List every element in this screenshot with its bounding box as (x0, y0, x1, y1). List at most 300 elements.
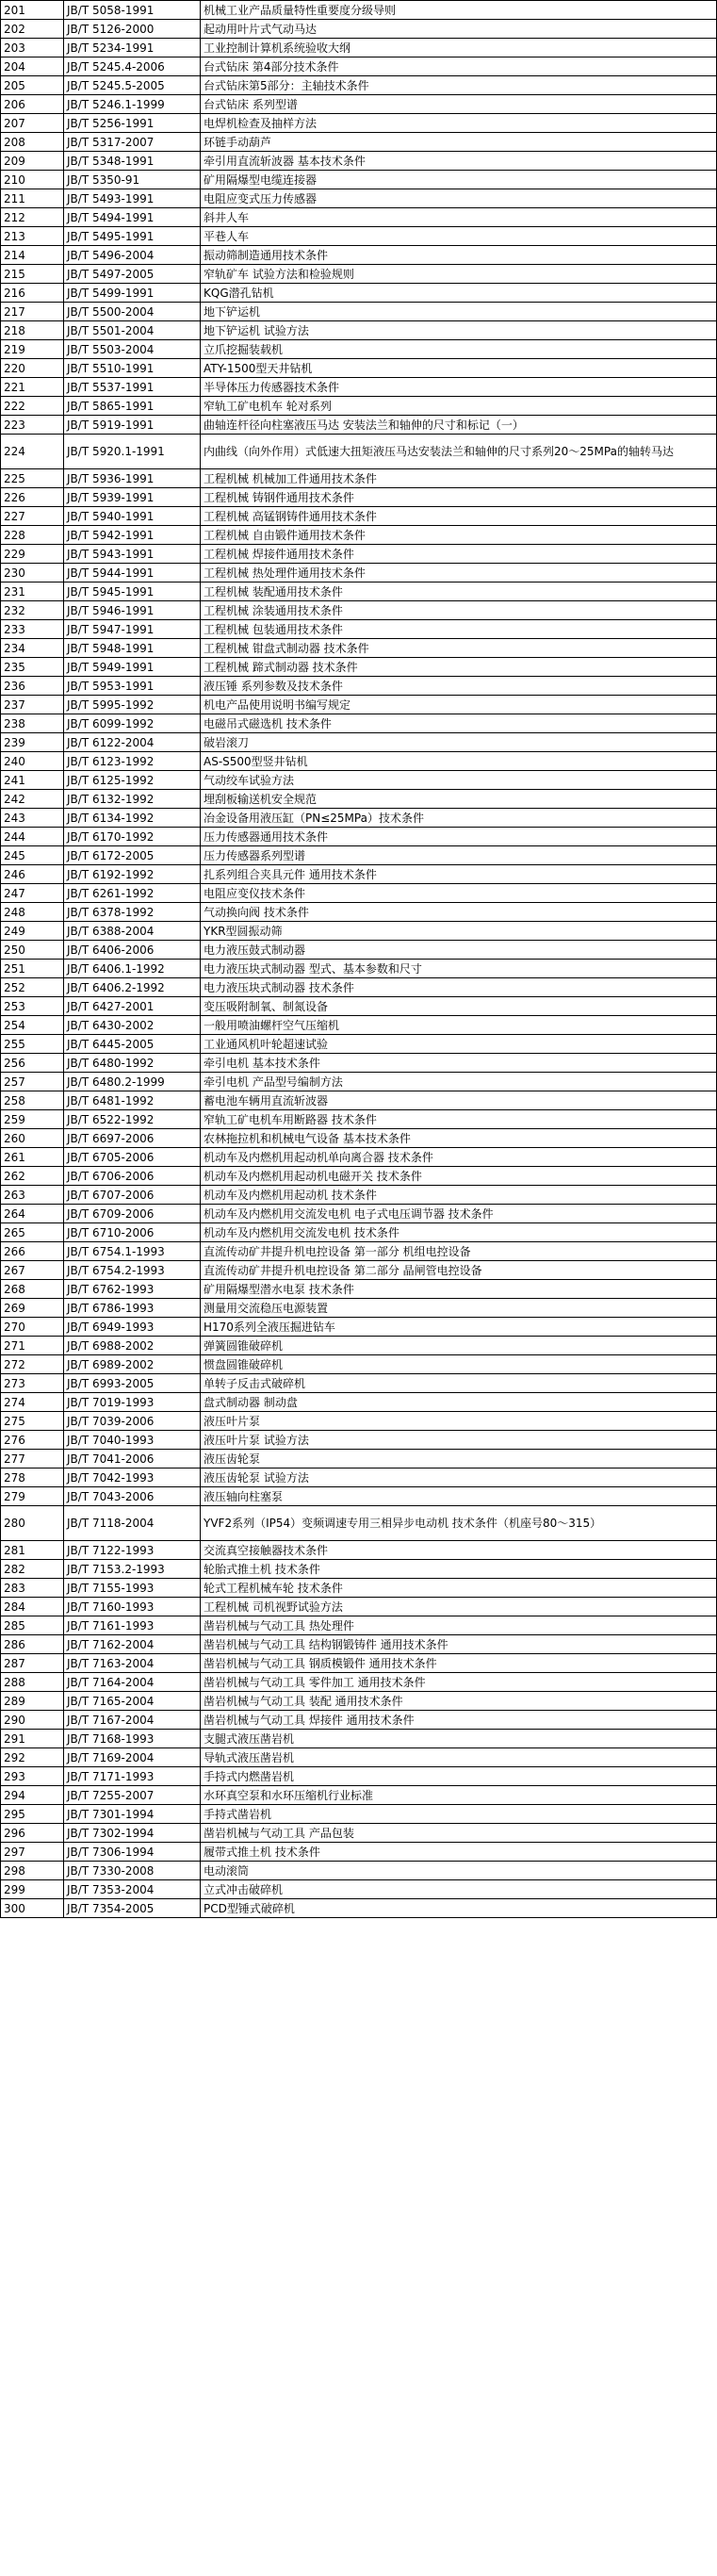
standard-title: 手持式内燃凿岩机 (201, 1767, 717, 1786)
table-row (1, 1223, 717, 1242)
table-row (1, 997, 717, 1016)
row-number: 241 (1, 771, 64, 790)
table-row (1, 1412, 717, 1431)
row-number: 279 (1, 1487, 64, 1506)
row-number: 214 (1, 246, 64, 265)
standard-title: 曲轴连杆径向柱塞液压马达 安装法兰和轴伸的尺寸和标记（一） (201, 416, 717, 435)
table-row (1, 469, 717, 488)
standard-code: JB/T 6786-1993 (64, 1299, 201, 1318)
standard-code: JB/T 7040-1993 (64, 1431, 201, 1450)
row-number: 231 (1, 582, 64, 601)
standard-title: 液压锤 系列参数及技术条件 (201, 677, 717, 696)
table-row (1, 1506, 717, 1541)
standard-title: 台式钻床 系列型谱 (201, 95, 717, 114)
standard-title: PCD型锤式破碎机 (201, 1899, 717, 1918)
standard-code: JB/T 5495-1991 (64, 227, 201, 246)
table-row (1, 620, 717, 639)
row-number: 257 (1, 1073, 64, 1091)
table-row (1, 922, 717, 941)
table-row (1, 76, 717, 95)
standard-code: JB/T 6710-2006 (64, 1223, 201, 1242)
standard-code: JB/T 7043-2006 (64, 1487, 201, 1506)
row-number: 256 (1, 1054, 64, 1073)
table-row (1, 1560, 717, 1579)
standard-title: H170系列全液压掘进钻车 (201, 1318, 717, 1337)
row-number: 282 (1, 1560, 64, 1579)
table-row (1, 133, 717, 152)
row-number: 258 (1, 1091, 64, 1110)
row-number: 253 (1, 997, 64, 1016)
standard-code: JB/T 6480-1992 (64, 1054, 201, 1073)
row-number: 276 (1, 1431, 64, 1450)
standard-code: JB/T 6445-2005 (64, 1035, 201, 1054)
standard-title: 测量用交流稳压电源装置 (201, 1299, 717, 1318)
standard-code: JB/T 6427-2001 (64, 997, 201, 1016)
row-number: 217 (1, 303, 64, 321)
standard-title: 电力液压鼓式制动器 (201, 941, 717, 960)
table-row (1, 171, 717, 189)
standard-title: 立爪挖掘装载机 (201, 340, 717, 359)
row-number: 269 (1, 1299, 64, 1318)
standard-code: JB/T 5317-2007 (64, 133, 201, 152)
standard-title: 液压齿轮泵 (201, 1450, 717, 1468)
standard-title: 窄轨工矿电机车 轮对系列 (201, 397, 717, 416)
standard-title: 电阻应变仪技术条件 (201, 884, 717, 903)
table-row (1, 1167, 717, 1186)
standard-code: JB/T 7163-2004 (64, 1654, 201, 1673)
standard-title: 机动车及内燃机用起动机单向离合器 技术条件 (201, 1148, 717, 1167)
standard-code: JB/T 5945-1991 (64, 582, 201, 601)
table-row (1, 1110, 717, 1129)
standard-title: 水环真空泵和水环压缩机行业标准 (201, 1786, 717, 1805)
standard-code: JB/T 5940-1991 (64, 507, 201, 526)
row-number: 277 (1, 1450, 64, 1468)
standard-code: JB/T 5510-1991 (64, 359, 201, 378)
standard-title: KQG潜孔钻机 (201, 284, 717, 303)
standard-code: JB/T 7161-1993 (64, 1616, 201, 1635)
table-row (1, 564, 717, 582)
table-row (1, 1318, 717, 1337)
standard-title: 埋刮板输送机安全规范 (201, 790, 717, 809)
row-number: 294 (1, 1786, 64, 1805)
standard-title: 立式冲击破碎机 (201, 1880, 717, 1899)
standard-title: 液压轴向柱塞泵 (201, 1487, 717, 1506)
table-row (1, 1899, 717, 1918)
standard-title: 液压叶片泵 试验方法 (201, 1431, 717, 1450)
row-number: 283 (1, 1579, 64, 1598)
standard-title: 轮胎式推土机 技术条件 (201, 1560, 717, 1579)
standard-code: JB/T 5920.1-1991 (64, 435, 201, 469)
table-row (1, 39, 717, 57)
standard-code: JB/T 6706-2006 (64, 1167, 201, 1186)
table-row (1, 1598, 717, 1616)
table-row (1, 1635, 717, 1654)
table-row (1, 658, 717, 677)
table-row (1, 114, 717, 133)
standard-title: 冶金设备用液压缸（PN≤25MPa）技术条件 (201, 809, 717, 828)
standard-code: JB/T 6705-2006 (64, 1148, 201, 1167)
table-row (1, 1824, 717, 1843)
standard-title: 工程机械 机械加工件通用技术条件 (201, 469, 717, 488)
row-number: 213 (1, 227, 64, 246)
standard-code: JB/T 6388-2004 (64, 922, 201, 941)
table-row (1, 1337, 717, 1355)
standard-code: JB/T 7155-1993 (64, 1579, 201, 1598)
standard-title: 扎系列组合夹具元件 通用技术条件 (201, 865, 717, 884)
standard-title: 平巷人车 (201, 227, 717, 246)
table-row (1, 378, 717, 397)
standard-code: JB/T 5245.4-2006 (64, 57, 201, 76)
table-row (1, 978, 717, 997)
standard-code: JB/T 5948-1991 (64, 639, 201, 658)
row-number: 220 (1, 359, 64, 378)
table-row (1, 582, 717, 601)
standard-code: JB/T 6949-1993 (64, 1318, 201, 1337)
table-row (1, 696, 717, 714)
standard-code: JB/T 6406-2006 (64, 941, 201, 960)
row-number: 215 (1, 265, 64, 284)
standard-title: 直流传动矿井提升机电控设备 第一部分 机组电控设备 (201, 1242, 717, 1261)
row-number: 247 (1, 884, 64, 903)
standard-code: JB/T 6480.2-1999 (64, 1073, 201, 1091)
standard-code: JB/T 7255-2007 (64, 1786, 201, 1805)
table-row (1, 1355, 717, 1374)
table-row (1, 189, 717, 208)
standard-code: JB/T 7118-2004 (64, 1506, 201, 1541)
standard-code: JB/T 6707-2006 (64, 1186, 201, 1205)
standard-title: 台式钻床第5部分：主轴技术条件 (201, 76, 717, 95)
row-number: 285 (1, 1616, 64, 1635)
table-row (1, 1616, 717, 1635)
table-row (1, 507, 717, 526)
row-number: 249 (1, 922, 64, 941)
standard-title: 工程机械 蹄式制动器 技术条件 (201, 658, 717, 677)
standard-code: JB/T 5245.5-2005 (64, 76, 201, 95)
standard-code: JB/T 7306-1994 (64, 1843, 201, 1862)
standard-code: JB/T 6406.2-1992 (64, 978, 201, 997)
row-number: 251 (1, 960, 64, 978)
table-row (1, 601, 717, 620)
standard-code: JB/T 7019-1993 (64, 1393, 201, 1412)
standard-code: JB/T 7354-2005 (64, 1899, 201, 1918)
standard-title: 电阻应变式压力传感器 (201, 189, 717, 208)
row-number: 255 (1, 1035, 64, 1054)
row-number: 225 (1, 469, 64, 488)
table-row (1, 1880, 717, 1899)
row-number: 226 (1, 488, 64, 507)
table-row (1, 1374, 717, 1393)
standard-code: JB/T 7162-2004 (64, 1635, 201, 1654)
table-row (1, 152, 717, 171)
standard-code: JB/T 7153.2-1993 (64, 1560, 201, 1579)
standard-title: 导轨式液压凿岩机 (201, 1748, 717, 1767)
standard-title: 牵引电机 产品型号编制方法 (201, 1073, 717, 1091)
standard-code: JB/T 7167-2004 (64, 1711, 201, 1730)
table-row (1, 714, 717, 733)
table-row (1, 903, 717, 922)
standard-title: 机动车及内燃机用起动机电磁开关 技术条件 (201, 1167, 717, 1186)
row-number: 268 (1, 1280, 64, 1299)
standard-title: 机械工业产品质量特性重要度分级导则 (201, 1, 717, 20)
standard-code: JB/T 7165-2004 (64, 1692, 201, 1711)
standard-code: JB/T 5953-1991 (64, 677, 201, 696)
standard-title: 履带式推土机 技术条件 (201, 1843, 717, 1862)
standard-title: 惯盘圆锥破碎机 (201, 1355, 717, 1374)
standard-code: JB/T 5350-91 (64, 171, 201, 189)
table-row (1, 752, 717, 771)
table-row (1, 677, 717, 696)
standard-code: JB/T 5501-2004 (64, 321, 201, 340)
table-row (1, 359, 717, 378)
row-number: 297 (1, 1843, 64, 1862)
row-number: 238 (1, 714, 64, 733)
row-number: 295 (1, 1805, 64, 1824)
standard-code: JB/T 5936-1991 (64, 469, 201, 488)
standard-title: 工程机械 高锰钢铸件通用技术条件 (201, 507, 717, 526)
table-row (1, 846, 717, 865)
table-row (1, 1054, 717, 1073)
standard-code: JB/T 5865-1991 (64, 397, 201, 416)
table-row (1, 639, 717, 658)
standard-code: JB/T 5496-2004 (64, 246, 201, 265)
standard-code: JB/T 5943-1991 (64, 545, 201, 564)
table-row (1, 435, 717, 469)
table-row (1, 1692, 717, 1711)
standard-code: JB/T 5058-1991 (64, 1, 201, 20)
standard-title: 工程机械 自由锻件通用技术条件 (201, 526, 717, 545)
standard-code: JB/T 7160-1993 (64, 1598, 201, 1616)
row-number: 237 (1, 696, 64, 714)
standard-code: JB/T 7041-2006 (64, 1450, 201, 1468)
row-number: 261 (1, 1148, 64, 1167)
standard-code: JB/T 6170-1992 (64, 828, 201, 846)
standard-code: JB/T 7171-1993 (64, 1767, 201, 1786)
standard-code: JB/T 6988-2002 (64, 1337, 201, 1355)
standard-code: JB/T 6125-1992 (64, 771, 201, 790)
standard-title: AS-S500型竖井钻机 (201, 752, 717, 771)
table-row (1, 790, 717, 809)
row-number: 270 (1, 1318, 64, 1337)
row-number: 242 (1, 790, 64, 809)
row-number: 208 (1, 133, 64, 152)
table-row (1, 1280, 717, 1299)
row-number: 235 (1, 658, 64, 677)
standard-code: JB/T 5949-1991 (64, 658, 201, 677)
table-row (1, 1711, 717, 1730)
standard-title: 盘式制动器 制动盘 (201, 1393, 717, 1412)
standard-title: 电动滚筒 (201, 1862, 717, 1880)
standard-title: 工程机械 装配通用技术条件 (201, 582, 717, 601)
row-number: 227 (1, 507, 64, 526)
standard-title: ATY-1500型天井钻机 (201, 359, 717, 378)
standard-title: 环链手动葫芦 (201, 133, 717, 152)
row-number: 211 (1, 189, 64, 208)
row-number: 260 (1, 1129, 64, 1148)
standard-title: 牵引用直流斩波器 基本技术条件 (201, 152, 717, 171)
row-number: 264 (1, 1205, 64, 1223)
table-body (1, 1, 717, 1918)
table-row (1, 809, 717, 828)
table-row (1, 321, 717, 340)
standard-code: JB/T 5246.1-1999 (64, 95, 201, 114)
table-row (1, 1242, 717, 1261)
table-row (1, 1035, 717, 1054)
standard-code: JB/T 5942-1991 (64, 526, 201, 545)
table-row (1, 284, 717, 303)
table-row (1, 865, 717, 884)
standard-title: 半导体压力传感器技术条件 (201, 378, 717, 397)
table-row (1, 1431, 717, 1450)
standard-title: 凿岩机械与气动工具 零件加工 通用技术条件 (201, 1673, 717, 1692)
standard-title: 机动车及内燃机用交流发电机 技术条件 (201, 1223, 717, 1242)
standard-title: 液压齿轮泵 试验方法 (201, 1468, 717, 1487)
standard-title: 变压吸附制氧、制氮设备 (201, 997, 717, 1016)
row-number: 228 (1, 526, 64, 545)
standard-title: 牵引电机 基本技术条件 (201, 1054, 717, 1073)
standard-code: JB/T 5234-1991 (64, 39, 201, 57)
standard-title: 支腿式液压凿岩机 (201, 1730, 717, 1748)
table-row (1, 1261, 717, 1280)
row-number: 271 (1, 1337, 64, 1355)
table-row (1, 1748, 717, 1767)
standard-code: JB/T 6762-1993 (64, 1280, 201, 1299)
standard-title: 工程机械 涂装通用技术条件 (201, 601, 717, 620)
row-number: 207 (1, 114, 64, 133)
standard-code: JB/T 5944-1991 (64, 564, 201, 582)
table-row (1, 1129, 717, 1148)
row-number: 239 (1, 733, 64, 752)
table-row (1, 1186, 717, 1205)
row-number: 275 (1, 1412, 64, 1431)
row-number: 206 (1, 95, 64, 114)
row-number: 296 (1, 1824, 64, 1843)
standard-code: JB/T 7169-2004 (64, 1748, 201, 1767)
table-row (1, 265, 717, 284)
standard-code: JB/T 6123-1992 (64, 752, 201, 771)
standard-code: JB/T 5919-1991 (64, 416, 201, 435)
standard-title: 台式钻床 第4部分技术条件 (201, 57, 717, 76)
standard-title: 起动用叶片式气动马达 (201, 20, 717, 39)
row-number: 203 (1, 39, 64, 57)
standard-title: 窄轨矿车 试验方法和检验规则 (201, 265, 717, 284)
standard-code: JB/T 5494-1991 (64, 208, 201, 227)
table-row (1, 884, 717, 903)
standard-title: 一般用喷油螺杆空气压缩机 (201, 1016, 717, 1035)
row-number: 209 (1, 152, 64, 171)
standard-code: JB/T 6172-2005 (64, 846, 201, 865)
standard-title: 斜井人车 (201, 208, 717, 227)
table-row (1, 397, 717, 416)
table-row (1, 1016, 717, 1035)
standard-code: JB/T 6989-2002 (64, 1355, 201, 1374)
row-number: 250 (1, 941, 64, 960)
row-number: 280 (1, 1506, 64, 1541)
row-number: 259 (1, 1110, 64, 1129)
row-number: 223 (1, 416, 64, 435)
table-row (1, 545, 717, 564)
standard-title: 地下铲运机 (201, 303, 717, 321)
table-row (1, 1654, 717, 1673)
table-row (1, 1541, 717, 1560)
standard-title: 气动绞车试验方法 (201, 771, 717, 790)
standard-title: 电磁吊式磁选机 技术条件 (201, 714, 717, 733)
standard-code: JB/T 5348-1991 (64, 152, 201, 171)
standard-title: 电焊机检查及抽样方法 (201, 114, 717, 133)
standard-title: 工程机械 焊接件通用技术条件 (201, 545, 717, 564)
standard-title: 工程机械 热处理件通用技术条件 (201, 564, 717, 582)
standard-code: JB/T 6697-2006 (64, 1129, 201, 1148)
row-number: 265 (1, 1223, 64, 1242)
standard-code: JB/T 6481-1992 (64, 1091, 201, 1110)
row-number: 202 (1, 20, 64, 39)
row-number: 291 (1, 1730, 64, 1748)
standard-code: JB/T 5500-2004 (64, 303, 201, 321)
table-row (1, 208, 717, 227)
row-number: 286 (1, 1635, 64, 1654)
row-number: 248 (1, 903, 64, 922)
standard-title: 机动车及内燃机用交流发电机 电子式电压调节器 技术条件 (201, 1205, 717, 1223)
standard-title: 凿岩机械与气动工具 装配 通用技术条件 (201, 1692, 717, 1711)
standard-code: JB/T 6430-2002 (64, 1016, 201, 1035)
table-row (1, 1468, 717, 1487)
row-number: 245 (1, 846, 64, 865)
row-number: 252 (1, 978, 64, 997)
row-number: 289 (1, 1692, 64, 1711)
standard-title: 矿用隔爆型电缆连接器 (201, 171, 717, 189)
table-row (1, 488, 717, 507)
row-number: 236 (1, 677, 64, 696)
standard-title: 单转子反击式破碎机 (201, 1374, 717, 1393)
standard-title: 凿岩机械与气动工具 产品包装 (201, 1824, 717, 1843)
standard-code: JB/T 5939-1991 (64, 488, 201, 507)
standard-title: 工程机械 钳盘式制动器 技术条件 (201, 639, 717, 658)
standard-code: JB/T 6192-1992 (64, 865, 201, 884)
standard-code: JB/T 6134-1992 (64, 809, 201, 828)
row-number: 210 (1, 171, 64, 189)
standard-title: 农林拖拉机和机械电气设备 基本技术条件 (201, 1129, 717, 1148)
standard-title: 凿岩机械与气动工具 热处理件 (201, 1616, 717, 1635)
standard-code: JB/T 6122-2004 (64, 733, 201, 752)
standard-title: 直流传动矿井提升机电控设备 第二部分 晶闸管电控设备 (201, 1261, 717, 1280)
standard-title: 工程机械 司机视野试验方法 (201, 1598, 717, 1616)
standard-code: JB/T 6522-1992 (64, 1110, 201, 1129)
table-row (1, 1786, 717, 1805)
standard-title: 电力液压块式制动器 技术条件 (201, 978, 717, 997)
row-number: 204 (1, 57, 64, 76)
standard-title: 机动车及内燃机用起动机 技术条件 (201, 1186, 717, 1205)
row-number: 254 (1, 1016, 64, 1035)
standard-title: 蓄电池车辆用直流斩波器 (201, 1091, 717, 1110)
row-number: 219 (1, 340, 64, 359)
standard-code: JB/T 6993-2005 (64, 1374, 201, 1393)
row-number: 240 (1, 752, 64, 771)
row-number: 222 (1, 397, 64, 416)
row-number: 292 (1, 1748, 64, 1767)
standard-title: 凿岩机械与气动工具 结构钢锻铸件 通用技术条件 (201, 1635, 717, 1654)
standard-title: 破岩滚刀 (201, 733, 717, 752)
standard-title: 工程机械 包装通用技术条件 (201, 620, 717, 639)
row-number: 287 (1, 1654, 64, 1673)
row-number: 281 (1, 1541, 64, 1560)
standard-code: JB/T 7164-2004 (64, 1673, 201, 1692)
row-number: 229 (1, 545, 64, 564)
table-row (1, 246, 717, 265)
row-number: 243 (1, 809, 64, 828)
table-row (1, 1862, 717, 1880)
standard-title: 工业控制计算机系统验收大纲 (201, 39, 717, 57)
row-number: 262 (1, 1167, 64, 1186)
standard-code: JB/T 7122-1993 (64, 1541, 201, 1560)
